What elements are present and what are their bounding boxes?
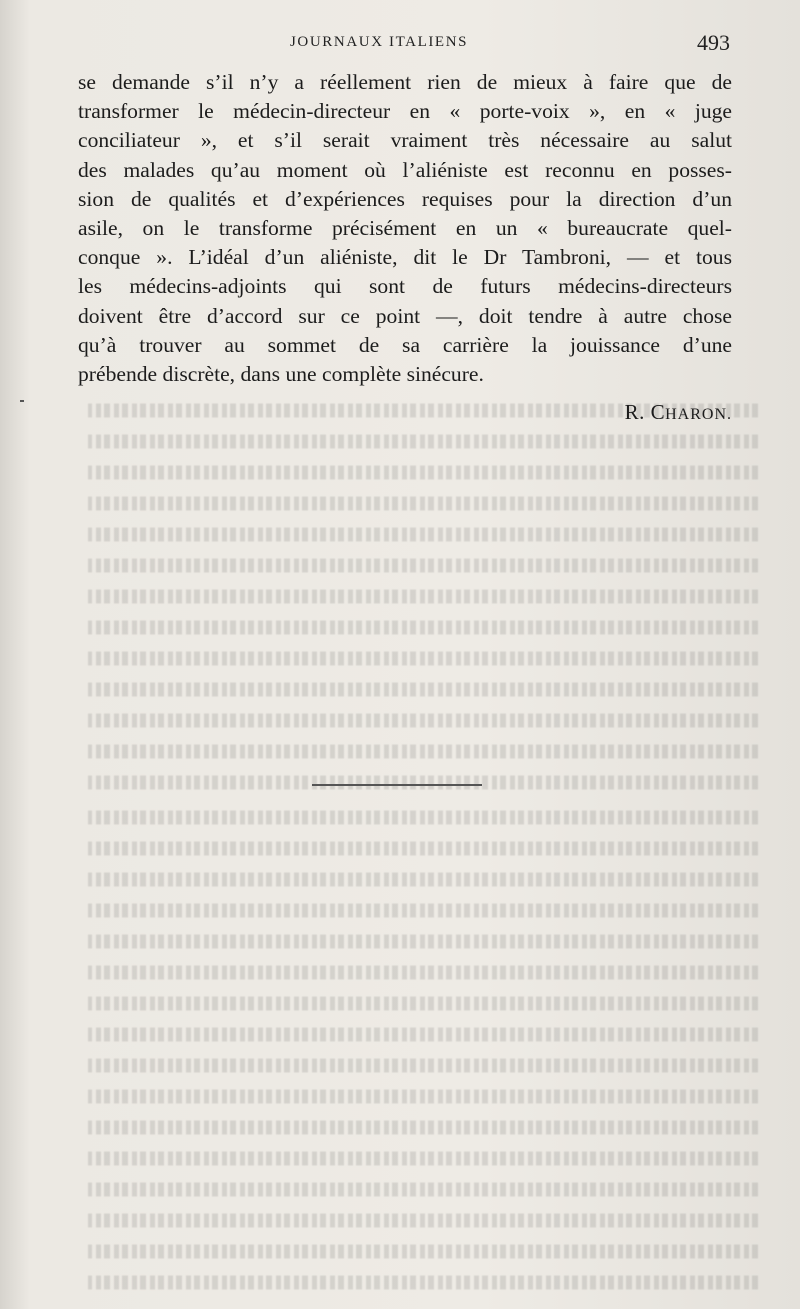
text-line: prébende discrète, dans une complète sinécure. [78,361,484,386]
show-through-text [88,395,758,798]
text-line: qu’à trouver au sommet de sa carrière la jouissance d’une [78,332,732,357]
text-line: conciliateur », et s’il serait vraiment très nécessaire au salut [78,128,732,153]
text-line: se demande s’il n’y a réellement rien de mieux à faire que de [78,70,732,94]
text-line: sion de qualités et d’expériences requises pour la direction d’un [78,186,732,211]
author-signature [625,400,732,425]
text-line: transformer le médecin-directeur en « porte-voix », en « juge [78,99,732,124]
page-header [80,30,730,60]
text-line: asile, on le transforme précisément en un « bureaucrate quel- [78,215,732,240]
signature-initial: R. C [624,400,666,424]
show-through-text [88,802,758,1298]
text-line: doivent être d’accord sur ce point —, doit tendre à autre chose [78,303,732,328]
text-line: conque ». L’idéal d’un aliéniste, dit le Dr Tambroni, — et tous [78,245,732,270]
running-head: JOURNAUX ITALIENS [290,34,469,50]
signature-surname: HARON. [665,406,732,423]
text-line: les médecins-adjoints qui sont de futurs médecins-directeurs [78,274,732,299]
section-divider [312,784,482,786]
page-number: 493 [697,30,730,55]
body-paragraph [78,68,732,389]
text-line: des malades qu’au moment où l’aliéniste est reconnu en posses- [78,157,732,182]
margin-mark [20,400,24,402]
